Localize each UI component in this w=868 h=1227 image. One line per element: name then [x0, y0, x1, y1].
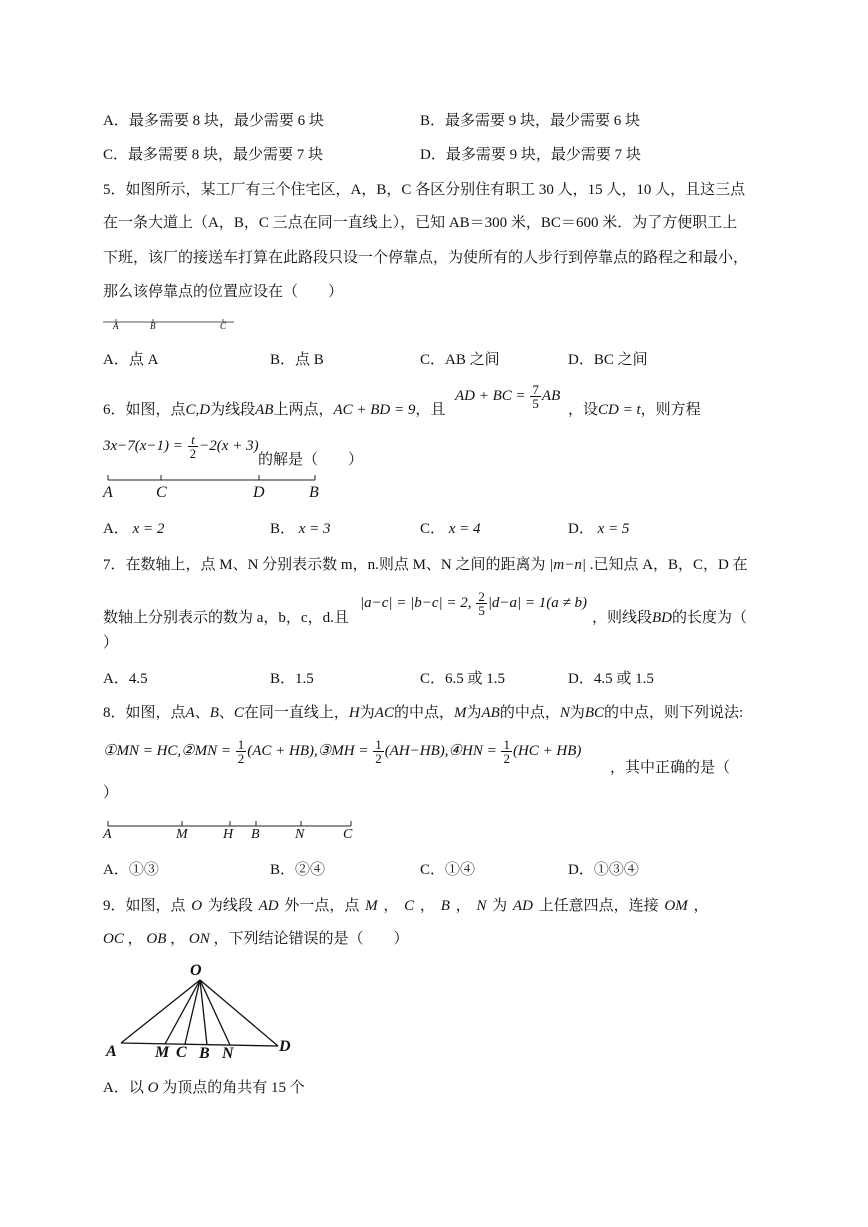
q5-label-a: A	[113, 321, 119, 331]
q7-equation: |a−c| = |b−c| = 2, $\frac{2}{5}$ |d−a| = 1(a ≠ b)	[360, 589, 588, 618]
q8-line-2-end: ，其中正确的是（	[610, 760, 731, 776]
q4-option-d: D．最多需要 9 块，最少需要 7 块	[420, 147, 641, 163]
q5-option-d: D．BC 之间	[568, 352, 648, 368]
q8-option-d: D．①③④	[568, 862, 639, 878]
q8-label-h: H	[223, 827, 234, 842]
q8-label-b: B	[251, 827, 260, 842]
q6-label-d: D	[253, 484, 265, 501]
q6-line-1-end: ，设CD = t，则方程	[568, 402, 701, 418]
q6-option-d: D． x = 5	[568, 521, 630, 537]
q9-label-c: C	[176, 1044, 187, 1061]
q7-option-c: C．6.5 或 1.5	[420, 671, 506, 687]
q9-label-n: N	[222, 1045, 234, 1062]
q7-option-d: D．4.5 或 1.5	[568, 671, 654, 687]
q4-option-c: C．最多需要 8 块，最少需要 7 块	[103, 147, 324, 163]
q6-label-c: C	[156, 484, 167, 501]
q5-option-b: B．点 B	[270, 352, 324, 368]
q6-figure	[103, 472, 323, 488]
q6-option-b: B． x = 3	[270, 521, 331, 537]
q7-line-2-start: 数轴上分别表示的数为 a，b，c，d.且	[103, 610, 349, 626]
q5-label-b: B	[150, 321, 156, 331]
q5-line-1: 5．如图所示，某工厂有三个住宅区，A，B，C 各区分别住有职工 30 人，15 人，10 人，且这三点	[103, 182, 746, 198]
q7-option-b: B．1.5	[270, 671, 314, 687]
q6-label-a: A	[103, 484, 113, 501]
q6-equation-4: 3x−7(x−1) = $\frac{t}{2}$ −2(x + 3)	[103, 432, 259, 461]
q6-line-1: 6．如图，点C,D为线段AB上两点，AC + BD = 9，且	[103, 402, 446, 418]
q8-option-c: C．①④	[420, 862, 476, 878]
q6-option-a: A． x = 2	[103, 521, 165, 537]
q7-line-2-end: ，则线段BD的长度为（	[592, 610, 748, 626]
q9-line-2: OC ， OB ， ON ，下列结论错误的是（ ）	[103, 931, 409, 947]
q8-statements: ①MN = HC,②MN = $\frac{1}{2}$ (AC + HB),③MH = $\frac{1}{2}$ (AH−HB),④HN = $\frac{1}{2}$ (HC + HB)	[103, 737, 582, 767]
q8-line-3: ）	[103, 785, 119, 801]
q9-option-a: A．以 O 为顶点的角共有 15 个	[103, 1080, 305, 1096]
q8-label-m: M	[176, 827, 188, 842]
q6-equation-2: AD + BC = $\frac{7}{5}$ AB	[455, 382, 561, 411]
q9-label-o: O	[190, 962, 202, 979]
q5-line-2: 在一条大道上（A，B，C 三点在同一直线上），已知 AB＝300 米，BC＝600 米．为了方便职工上	[103, 215, 738, 231]
q8-option-b: B．②④	[270, 862, 326, 878]
q7-line-3: ）	[103, 635, 119, 651]
q5-option-a: A．点 A	[103, 352, 159, 368]
q8-label-c: C	[343, 827, 353, 842]
q7-line-1: 7．在数轴上，点 M、N 分别表示数 m，n.则点 M、N 之间的距离为 |m−n| .已知点 A，B，C，D 在	[103, 557, 748, 573]
q6-label-b: B	[309, 484, 319, 501]
q5-line-3: 下班，该厂的接送车打算在此路段只设一个停靠点，为使所有的人步行到停靠点的路程之和最小，	[103, 250, 749, 266]
q9-label-b: B	[199, 1045, 210, 1062]
q5-figure	[103, 315, 238, 335]
q9-label-d: D	[279, 1038, 291, 1055]
q8-option-a: A．①③	[103, 862, 159, 878]
q8-line-1: 8．如图，点A、B、C在同一直线上，H为AC的中点，M为AB的中点，N为BC的中点，则下列说法:	[103, 705, 744, 721]
q5-line-4: 那么该停靠点的位置应设在（ ）	[103, 284, 344, 300]
q6-line-2-end: 的解是（ ）	[258, 452, 364, 468]
q4-option-b: B．最多需要 9 块，最少需要 6 块	[420, 113, 641, 129]
q5-option-c: C．AB 之间	[420, 352, 500, 368]
q9-line-1: 9．如图，点 O 为线段 AD 外一点，点 M ， C ， B ， N 为 AD 上任意四点，连接 OM ，	[103, 898, 709, 914]
q8-label-n: N	[295, 827, 305, 842]
q5-label-c: C	[220, 321, 227, 331]
q6-option-c: C． x = 4	[420, 521, 481, 537]
q7-option-a: A．4.5	[103, 671, 148, 687]
q8-label-a: A	[103, 827, 112, 842]
q4-option-a: A．最多需要 8 块，最少需要 6 块	[103, 113, 324, 129]
q9-label-a: A	[106, 1043, 117, 1060]
q9-label-m: M	[155, 1044, 170, 1061]
